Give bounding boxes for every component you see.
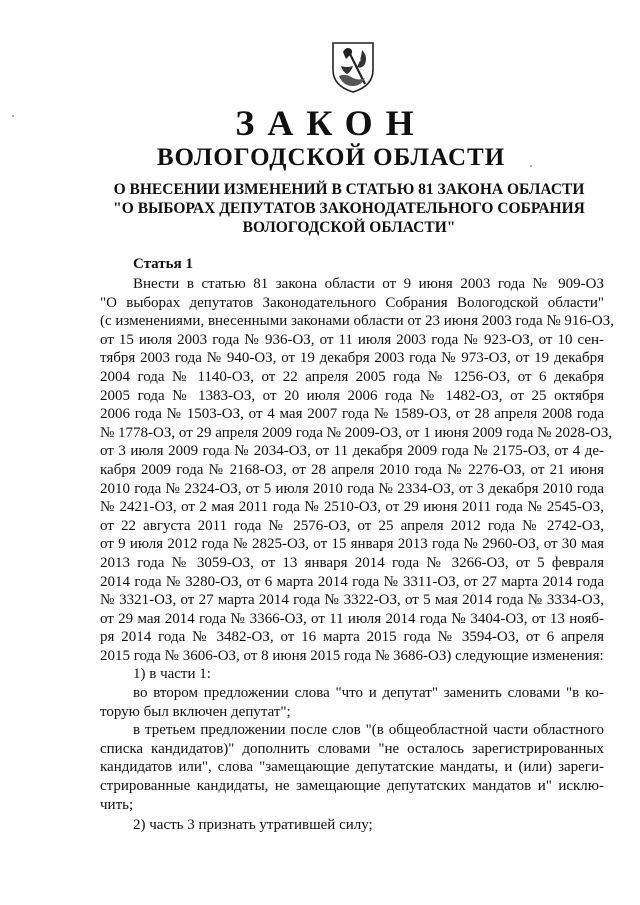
text-line: во втором предложении слова "что и депутат" заменить словами "в ко- xyxy=(133,685,604,702)
text-line: от 9 июля 2012 года № 2825-ОЗ, от 15 января 2013 года № 2960-ОЗ, от 30 мая xyxy=(100,536,604,553)
document-region: ВОЛОГОДСКОЙ ОБЛАСТИ xyxy=(156,144,506,171)
text-line: № 1778-ОЗ, от 29 апреля 2009 года № 2009-ОЗ, от 1 июня 2009 года № 2028-ОЗ, xyxy=(100,424,613,441)
item-1-label: 1) в части 1: xyxy=(133,666,211,683)
text-line: от 15 июля 2003 года № 936-ОЗ, от 11 июля 2003 года № 923-ОЗ, от 10 сен- xyxy=(100,331,604,348)
text-line: от 22 августа 2011 года № 2576-ОЗ, от 25 апреля 2012 года № 2742-ОЗ, xyxy=(100,517,604,534)
item-2: 2) часть 3 признать утратившей силу; xyxy=(133,817,373,834)
text-line: кабря 2009 года № 2168-ОЗ, от 28 апреля 2010 года № 2276-ОЗ, от 21 июня xyxy=(100,461,604,478)
text-line: от 29 мая 2014 года № 3366-ОЗ, от 11 июля 2014 года № 3404-ОЗ, от 13 нояб- xyxy=(100,610,604,627)
text-line: от 3 июля 2009 года № 2034-ОЗ, от 11 декабря 2009 года № 2175-ОЗ, от 4 де- xyxy=(100,443,604,460)
text-line: (с изменениями, внесенными законами области от 23 июня 2003 года № 916-ОЗ, xyxy=(100,313,615,330)
text-line: 2014 года № 3280-ОЗ, от 6 марта 2014 года № 3311-ОЗ, от 27 марта 2014 года xyxy=(100,573,604,590)
text-line: ря 2014 года № 3482-ОЗ, от 16 марта 2015 года № 3594-ОЗ, от 6 апреля xyxy=(100,629,604,646)
text-line: 2004 года № 1140-ОЗ, от 22 апреля 2005 года № 1256-ОЗ, от 6 декабря xyxy=(100,368,604,385)
text-line: Внести в статью 81 закона области от 9 июня 2003 года № 909-ОЗ xyxy=(133,276,604,292)
text-line: стрированные кандидаты, не замещающие депутатских мандатов и" исклю- xyxy=(100,778,604,795)
subtitle-line: "О ВЫБОРАХ ДЕПУТАТОВ ЗАКОНОДАТЕЛЬНОГО СОБРАНИЯ xyxy=(113,200,585,217)
text-line: списка кандидатов)" дополнить словами "не осталось зарегистрированных xyxy=(100,740,604,757)
text-line: торую был включен депутат"; xyxy=(100,703,291,720)
subtitle-line: О ВНЕСЕНИИ ИЗМЕНЕНИЙ В СТАТЬЮ 81 ЗАКОНА ОБЛАСТИ xyxy=(113,181,585,198)
text-line: 2005 года № 1383-ОЗ, от 20 июля 2006 года № 1482-ОЗ, от 25 октября xyxy=(100,387,604,404)
text-line: чить; xyxy=(100,796,134,813)
text-line: 2013 года № 3059-ОЗ, от 13 января 2014 года № 3266-ОЗ, от 5 февраля xyxy=(100,554,604,571)
article-heading: Статья 1 xyxy=(133,256,193,272)
article-body xyxy=(100,275,615,835)
text-line: 2015 года № 3606-ОЗ, от 8 июня 2015 года № 3686-ОЗ) следующие изменения: xyxy=(100,647,604,664)
text-line: 2010 года № 2324-ОЗ, от 5 июля 2010 года № 2334-ОЗ, от 3 декабря 2010 года xyxy=(100,480,604,497)
document-title: ЗАКОН xyxy=(235,103,427,143)
text-line: в третьем предложении после слов "(в общеобластной части областного xyxy=(133,722,604,739)
text-line: № 2421-ОЗ, от 2 мая 2011 года № 2510-ОЗ, от 29 июня 2011 года № 2545-ОЗ, xyxy=(100,499,604,516)
document-subtitle xyxy=(90,180,608,237)
text-line: "О выборах депутатов Законодательного Собрания Вологодской области" xyxy=(100,294,604,311)
text-line: кандидатов или", слова "замещающие депутатские мандаты, и (или) зареги- xyxy=(100,759,604,776)
text-line: тября 2003 года № 940-ОЗ, от 19 декабря 2003 года № 973-ОЗ, от 19 декабря xyxy=(100,350,604,367)
subtitle-line: ВОЛОГОДСКОЙ ОБЛАСТИ" xyxy=(242,219,456,236)
vologda-coat-of-arms-icon xyxy=(329,40,377,94)
text-line: № 3321-ОЗ, от 27 марта 2014 года № 3322-ОЗ, от 5 мая 2014 года № 3334-ОЗ, xyxy=(100,592,604,609)
text-line: 2006 года № 1503-ОЗ, от 4 мая 2007 года № 1589-ОЗ, от 28 апреля 2008 года xyxy=(100,406,604,423)
